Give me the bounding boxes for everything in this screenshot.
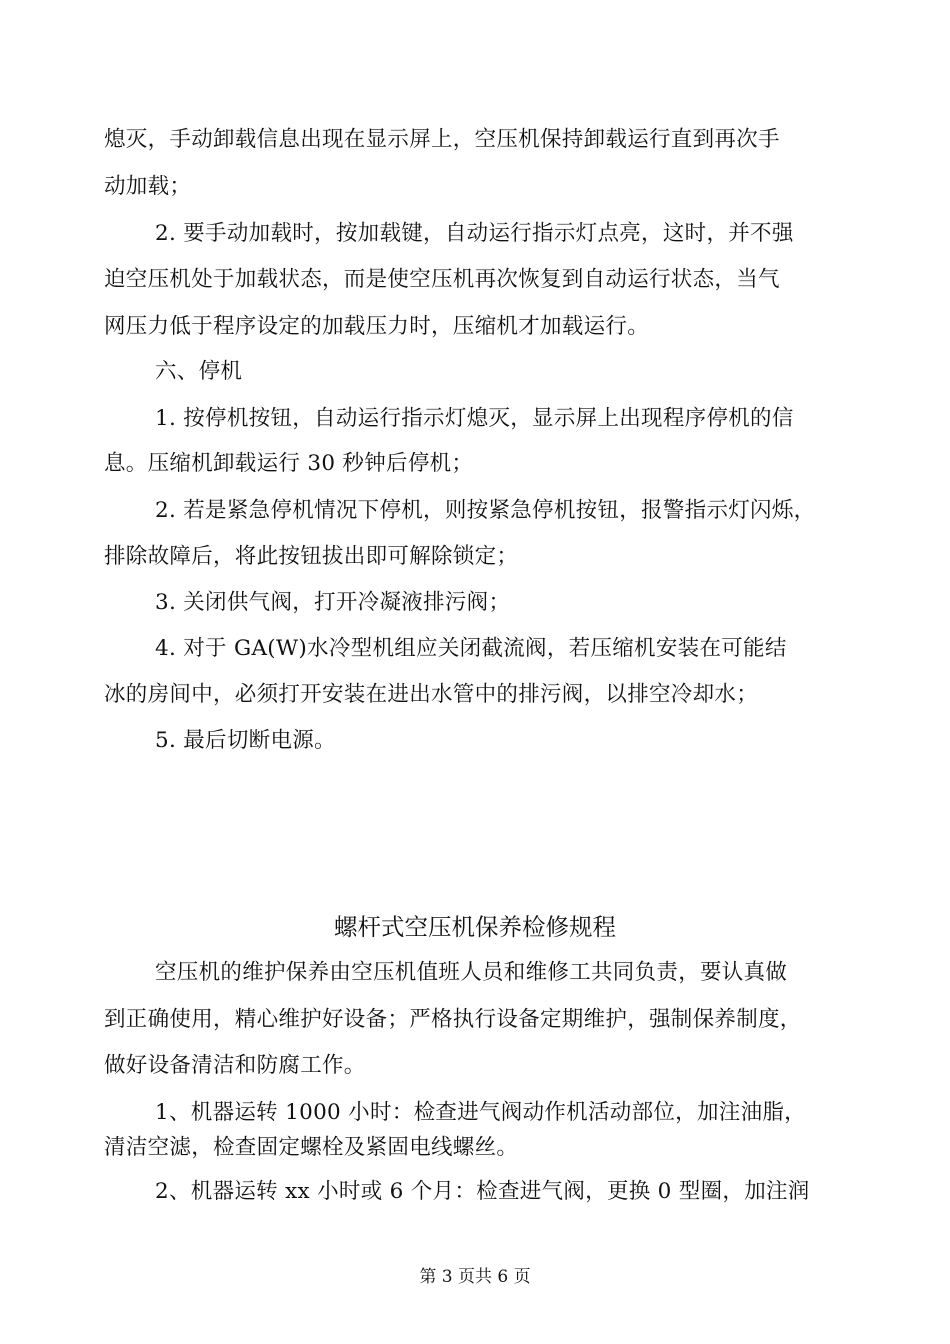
- paragraph-line: 2. 若是紧急停机情况下停机，则按紧急停机按钮，报警指示灯闪烁，: [155, 498, 816, 523]
- paragraph-line: 排除故障后，将此按钮拔出即可解除锁定；: [104, 544, 519, 569]
- paragraph-line: 4. 对于 GA(W)水冷型机组应关闭截流阀，若压缩机安装在可能结: [155, 636, 787, 661]
- page-number: 第 3 页共 6 页: [419, 1267, 531, 1287]
- paragraph-line: 1、机器运转 1000 小时：检查进气阀动作机活动部位，加注油脂，: [155, 1100, 806, 1125]
- paragraph-line: 1. 按停机按钮，自动运行指示灯熄灭，显示屏上出现程序停机的信: [155, 406, 794, 431]
- paragraph-line: 冰的房间中，必须打开安装在进出水管中的排污阀，以排空冷却水；: [104, 682, 759, 707]
- page-title: 螺杆式空压机保养检修规程: [334, 913, 616, 941]
- paragraph-line: 5. 最后切断电源。: [155, 728, 336, 753]
- paragraph-line: 3. 关闭供气阀，打开冷凝液排污阀；: [155, 590, 511, 615]
- section-heading: 六、停机: [155, 359, 243, 384]
- paragraph-line: 清洁空滤，检查固定螺栓及紧固电线螺丝。: [104, 1135, 519, 1160]
- paragraph-line: 空压机的维护保养由空压机值班人员和维修工共同负责，要认真做: [155, 960, 788, 985]
- paragraph-line: 熄灭，手动卸载信息出现在显示屏上，空压机保持卸载运行直到再次手: [104, 127, 780, 152]
- paragraph-line: 到正确使用，精心维护好设备；严格执行设备定期维护，强制保养制度，: [104, 1007, 802, 1032]
- paragraph-line: 2、机器运转 xx 小时或 6 个月：检查进气阀，更换 0 型圈，加注润: [155, 1179, 810, 1204]
- paragraph-line: 2. 要手动加载时，按加载键，自动运行指示灯点亮，这时，并不强: [155, 221, 794, 246]
- paragraph-line: 迫空压机处于加载状态，而是使空压机再次恢复到自动运行状态，当气: [104, 267, 780, 292]
- paragraph-line: 息。压缩机卸载运行 30 秒钟后停机；: [104, 451, 474, 476]
- paragraph-line: 网压力低于程序设定的加载压力时，压缩机才加载运行。: [104, 314, 650, 339]
- paragraph-line: 做好设备清洁和防腐工作。: [104, 1053, 366, 1078]
- paragraph-line: 动加载；: [104, 174, 192, 199]
